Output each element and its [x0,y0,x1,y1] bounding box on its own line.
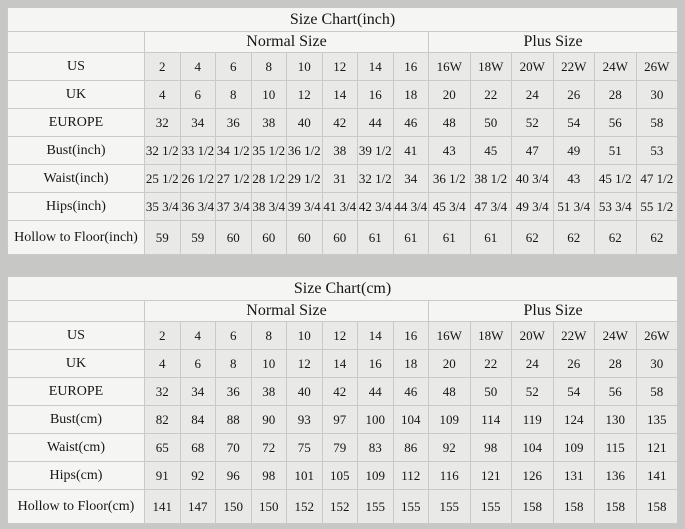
size-value-cell: 130 [595,406,637,434]
size-value-cell: 53 [636,137,678,165]
size-value-cell: 20W [512,53,554,81]
size-value-cell: 41 [393,137,429,165]
size-value-cell: 109 [429,406,471,434]
size-value-cell: 16W [429,53,471,81]
size-value-cell: 6 [180,350,216,378]
size-chart-inch-body [8,8,678,255]
size-value-cell: 124 [553,406,595,434]
table-row [8,193,678,221]
size-value-cell: 4 [145,350,181,378]
plus-size-header: Plus Size [429,301,678,322]
size-value-cell: 119 [512,406,554,434]
size-value-cell: 10 [287,322,323,350]
size-value-cell: 82 [145,406,181,434]
size-value-cell: 12 [287,350,323,378]
size-value-cell: 20W [512,322,554,350]
size-value-cell: 46 [393,109,429,137]
size-value-cell: 39 3/4 [287,193,323,221]
size-value-cell: 68 [180,434,216,462]
size-value-cell: 58 [636,109,678,137]
size-value-cell: 86 [393,434,429,462]
size-value-cell: 52 [512,109,554,137]
size-value-cell: 40 [287,109,323,137]
size-value-cell: 155 [393,490,429,524]
row-label: US [8,322,145,350]
size-value-cell: 32 1/2 [358,165,394,193]
size-value-cell: 44 [358,109,394,137]
size-value-cell: 97 [322,406,358,434]
size-value-cell: 20 [429,81,471,109]
row-label: EUROPE [8,378,145,406]
size-value-cell: 155 [358,490,394,524]
corner-cell [8,301,145,322]
size-value-cell: 60 [251,221,287,255]
row-label: Hips(cm) [8,462,145,490]
size-value-cell: 158 [636,490,678,524]
size-value-cell: 30 [636,350,678,378]
size-value-cell: 42 3/4 [358,193,394,221]
size-value-cell: 47 3/4 [470,193,512,221]
size-value-cell: 32 [145,109,181,137]
row-label: UK [8,350,145,378]
row-label: Waist(inch) [8,165,145,193]
row-label: UK [8,81,145,109]
size-value-cell: 10 [251,81,287,109]
size-value-cell: 61 [358,221,394,255]
row-label: Hollow to Floor(inch) [8,221,145,255]
size-value-cell: 38 [251,378,287,406]
size-value-cell: 59 [180,221,216,255]
size-value-cell: 18W [470,322,512,350]
table-row [8,406,678,434]
size-value-cell: 45 [470,137,512,165]
normal-size-header: Normal Size [145,32,429,53]
size-value-cell: 16 [358,81,394,109]
size-value-cell: 39 1/2 [358,137,394,165]
size-value-cell: 14 [358,322,394,350]
table-row [8,109,678,137]
size-value-cell: 56 [595,109,637,137]
table-title: Size Chart(inch) [8,8,678,32]
size-value-cell: 28 [595,81,637,109]
table-row [8,165,678,193]
size-value-cell: 10 [251,350,287,378]
size-value-cell: 10 [287,53,323,81]
table-row [8,137,678,165]
table-row [8,350,678,378]
size-value-cell: 37 3/4 [216,193,252,221]
size-value-cell: 101 [287,462,323,490]
size-value-cell: 38 [322,137,358,165]
size-value-cell: 48 [429,378,471,406]
size-value-cell: 147 [180,490,216,524]
size-value-cell: 32 [145,378,181,406]
size-value-cell: 126 [512,462,554,490]
size-value-cell: 26W [636,322,678,350]
size-value-cell: 36 [216,109,252,137]
size-value-cell: 62 [636,221,678,255]
size-value-cell: 16 [358,350,394,378]
size-value-cell: 8 [251,53,287,81]
size-value-cell: 31 [322,165,358,193]
size-value-cell: 59 [145,221,181,255]
size-value-cell: 38 1/2 [470,165,512,193]
size-value-cell: 16W [429,322,471,350]
size-value-cell: 2 [145,322,181,350]
size-value-cell: 20 [429,350,471,378]
size-value-cell: 8 [216,350,252,378]
size-value-cell: 155 [470,490,512,524]
size-value-cell: 92 [429,434,471,462]
size-value-cell: 51 [595,137,637,165]
size-value-cell: 4 [180,322,216,350]
size-value-cell: 136 [595,462,637,490]
size-value-cell: 115 [595,434,637,462]
size-value-cell: 24 [512,81,554,109]
size-value-cell: 58 [636,378,678,406]
size-value-cell: 131 [553,462,595,490]
size-value-cell: 88 [216,406,252,434]
size-value-cell: 43 [429,137,471,165]
size-value-cell: 35 1/2 [251,137,287,165]
size-value-cell: 98 [470,434,512,462]
size-value-cell: 150 [251,490,287,524]
size-value-cell: 34 [393,165,429,193]
size-value-cell: 121 [470,462,512,490]
size-value-cell: 8 [251,322,287,350]
table-row [8,221,678,255]
size-value-cell: 34 1/2 [216,137,252,165]
table-row [8,462,678,490]
size-value-cell: 96 [216,462,252,490]
size-value-cell: 62 [553,221,595,255]
size-value-cell: 22 [470,350,512,378]
size-value-cell: 44 [358,378,394,406]
size-value-cell: 34 [180,109,216,137]
size-value-cell: 16 [393,53,429,81]
size-value-cell: 36 1/2 [287,137,323,165]
size-value-cell: 112 [393,462,429,490]
size-value-cell: 92 [180,462,216,490]
size-value-cell: 28 [595,350,637,378]
size-value-cell: 104 [393,406,429,434]
size-value-cell: 61 [470,221,512,255]
size-value-cell: 18 [393,350,429,378]
table-row [8,81,678,109]
size-value-cell: 62 [595,221,637,255]
size-value-cell: 50 [470,378,512,406]
row-label: Bust(inch) [8,137,145,165]
size-value-cell: 49 [553,137,595,165]
size-value-cell: 24W [595,53,637,81]
size-value-cell: 46 [393,378,429,406]
size-value-cell: 26 1/2 [180,165,216,193]
row-label: Hips(inch) [8,193,145,221]
size-chart-inch-table [7,7,678,255]
size-value-cell: 26 [553,350,595,378]
size-value-cell: 40 3/4 [512,165,554,193]
size-value-cell: 36 3/4 [180,193,216,221]
size-value-cell: 45 3/4 [429,193,471,221]
size-value-cell: 98 [251,462,287,490]
size-value-cell: 60 [287,221,323,255]
size-value-cell: 18 [393,81,429,109]
size-value-cell: 44 3/4 [393,193,429,221]
table-title-row [8,277,678,301]
size-value-cell: 33 1/2 [180,137,216,165]
size-value-cell: 158 [553,490,595,524]
table-row [8,490,678,524]
size-value-cell: 152 [322,490,358,524]
size-value-cell: 54 [553,378,595,406]
size-value-cell: 32 1/2 [145,137,181,165]
size-value-cell: 22 [470,81,512,109]
size-value-cell: 12 [287,81,323,109]
size-value-cell: 150 [216,490,252,524]
size-value-cell: 42 [322,378,358,406]
size-value-cell: 91 [145,462,181,490]
size-value-cell: 30 [636,81,678,109]
group-header-row [8,301,678,322]
size-value-cell: 26W [636,53,678,81]
size-value-cell: 48 [429,109,471,137]
size-value-cell: 105 [322,462,358,490]
size-value-cell: 26 [553,81,595,109]
size-value-cell: 51 3/4 [553,193,595,221]
size-value-cell: 100 [358,406,394,434]
table-row [8,434,678,462]
size-value-cell: 104 [512,434,554,462]
size-value-cell: 16 [393,322,429,350]
size-value-cell: 40 [287,378,323,406]
size-value-cell: 6 [216,322,252,350]
size-value-cell: 6 [216,53,252,81]
size-value-cell: 53 3/4 [595,193,637,221]
size-value-cell: 62 [512,221,554,255]
size-value-cell: 38 [251,109,287,137]
size-value-cell: 114 [470,406,512,434]
size-value-cell: 45 1/2 [595,165,637,193]
size-value-cell: 2 [145,53,181,81]
size-value-cell: 28 1/2 [251,165,287,193]
table-row [8,378,678,406]
size-value-cell: 27 1/2 [216,165,252,193]
size-value-cell: 54 [553,109,595,137]
size-value-cell: 84 [180,406,216,434]
size-value-cell: 141 [636,462,678,490]
size-value-cell: 75 [287,434,323,462]
size-value-cell: 25 1/2 [145,165,181,193]
row-label: US [8,53,145,81]
size-value-cell: 29 1/2 [287,165,323,193]
size-value-cell: 61 [393,221,429,255]
row-label: Waist(cm) [8,434,145,462]
size-value-cell: 135 [636,406,678,434]
size-value-cell: 14 [322,350,358,378]
size-value-cell: 14 [322,81,358,109]
plus-size-header: Plus Size [429,32,678,53]
size-value-cell: 6 [180,81,216,109]
row-label: Bust(cm) [8,406,145,434]
table-row [8,53,678,81]
table-title: Size Chart(cm) [8,277,678,301]
size-value-cell: 14 [358,53,394,81]
size-value-cell: 12 [322,53,358,81]
corner-cell [8,32,145,53]
size-value-cell: 109 [358,462,394,490]
size-chart-cm-body [8,277,678,524]
size-value-cell: 24W [595,322,637,350]
size-value-cell: 116 [429,462,471,490]
size-value-cell: 55 1/2 [636,193,678,221]
size-value-cell: 152 [287,490,323,524]
size-value-cell: 35 3/4 [145,193,181,221]
size-value-cell: 22W [553,53,595,81]
size-value-cell: 43 [553,165,595,193]
size-value-cell: 49 3/4 [512,193,554,221]
size-chart-cm-table [7,276,678,524]
normal-size-header: Normal Size [145,301,429,322]
size-value-cell: 36 1/2 [429,165,471,193]
size-value-cell: 155 [429,490,471,524]
size-value-cell: 93 [287,406,323,434]
size-value-cell: 56 [595,378,637,406]
table-row [8,322,678,350]
size-value-cell: 47 [512,137,554,165]
size-value-cell: 4 [145,81,181,109]
size-value-cell: 4 [180,53,216,81]
group-header-row [8,32,678,53]
size-value-cell: 41 3/4 [322,193,358,221]
size-value-cell: 60 [216,221,252,255]
size-value-cell: 83 [358,434,394,462]
size-value-cell: 61 [429,221,471,255]
size-value-cell: 65 [145,434,181,462]
size-value-cell: 22W [553,322,595,350]
size-value-cell: 158 [595,490,637,524]
size-value-cell: 38 3/4 [251,193,287,221]
size-value-cell: 52 [512,378,554,406]
size-value-cell: 141 [145,490,181,524]
size-value-cell: 70 [216,434,252,462]
size-value-cell: 24 [512,350,554,378]
size-value-cell: 72 [251,434,287,462]
size-value-cell: 109 [553,434,595,462]
size-value-cell: 34 [180,378,216,406]
size-value-cell: 79 [322,434,358,462]
row-label: EUROPE [8,109,145,137]
table-title-row [8,8,678,32]
size-value-cell: 121 [636,434,678,462]
row-label: Hollow to Floor(cm) [8,490,145,524]
size-value-cell: 47 1/2 [636,165,678,193]
size-value-cell: 36 [216,378,252,406]
size-value-cell: 12 [322,322,358,350]
size-value-cell: 60 [322,221,358,255]
size-value-cell: 50 [470,109,512,137]
size-value-cell: 158 [512,490,554,524]
size-value-cell: 18W [470,53,512,81]
size-value-cell: 8 [216,81,252,109]
size-value-cell: 90 [251,406,287,434]
size-value-cell: 42 [322,109,358,137]
